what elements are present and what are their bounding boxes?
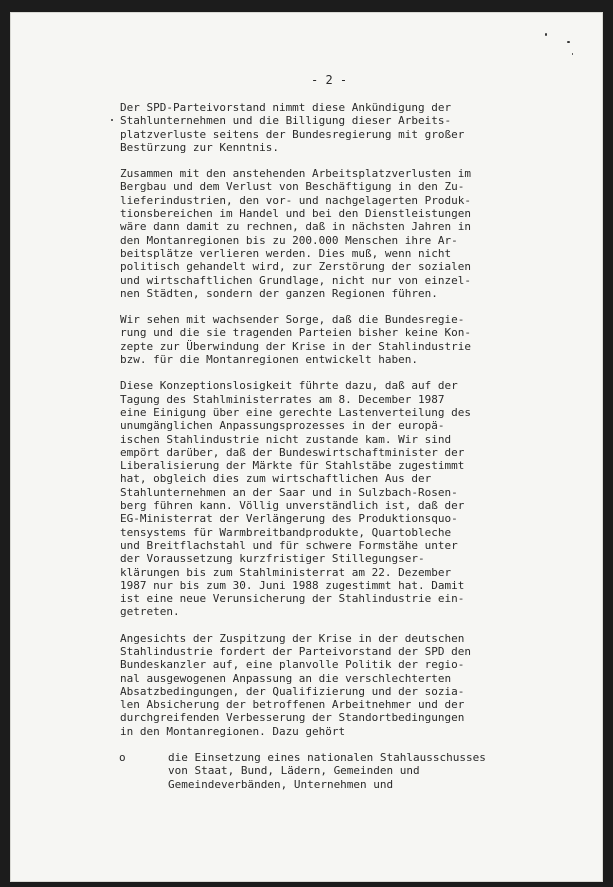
text-line: eine Einigung über eine gerechte Lastenverteilung des [120, 405, 471, 419]
text-line: len Absicherung der betroffenen Arbeitnehmer und der [120, 698, 465, 712]
scan-speck [572, 53, 573, 55]
text-line: Wir sehen mit wachsender Sorge, daß die Bundesregie- [120, 313, 465, 327]
paragraph-announcement [120, 101, 590, 154]
text-line: in den Montanregionen. Dazu gehört [120, 724, 346, 738]
document-page [10, 12, 603, 882]
text-line: Tagung des Stahlministerrates am 8. December 1987 [120, 392, 445, 406]
text-line: wäre dann damit zu rechnen, daß in nächsten Jahren in [120, 220, 471, 234]
text-line: Stahlindustrie fordert der Parteivorstand der SPD den [120, 644, 471, 658]
text-line: getreten. [120, 605, 180, 619]
text-line: und wirtschaftlichen Grundlage, nicht nur von einzel- [120, 273, 471, 287]
text-line: EG-Ministerrat der Verlängerung des Produktionsquo- [120, 512, 458, 526]
text-line: Zusammen mit den anstehenden Arbeitsplatzverlusten im [120, 167, 471, 181]
paragraph-concern [120, 313, 590, 366]
text-line: tionsbereichen im Handel und bei den Dienstleistungen [120, 207, 471, 221]
text-line: lieferindustrien, den vor- und nachgelagerten Produk- [120, 193, 471, 207]
bullet-line: Gemeindeverbänden, Unternehmen und [168, 777, 394, 791]
text-line: Stahlunternehmen und die Billigung dieser Arbeits- [120, 114, 452, 128]
text-line: Bestürzung zur Kenntnis. [120, 140, 279, 154]
text-line: 1987 nur bis zum 30. Juni 1988 zugestimmt hat. Damit [120, 578, 465, 592]
text-line: Bergbau und dem Verlust von Beschäftigung in den Zu- [120, 180, 465, 194]
text-line: klärungen bis zum Stahlministerrat am 22. Dezember [120, 565, 452, 579]
text-line: hat, obgleich dies zum wirtschaftlichen Aus der [120, 472, 432, 486]
text-line: Bundeskanzler auf, eine planvolle Politik der regio- [120, 658, 465, 672]
text-line: platzverluste seitens der Bundesregierung mit großer [120, 127, 465, 141]
bullet-marker: o [119, 751, 126, 765]
text-line: Der SPD-Parteivorstand nimmt diese Ankündigung der [120, 101, 452, 114]
paragraph-demands [120, 632, 590, 738]
text-line: Absatzbedingungen, der Qualifizierung und der sozia- [120, 684, 465, 698]
text-line: tensystems für Warmbreitbandprodukte, Quartobleche [120, 525, 452, 539]
text-line: empört darüber, daß der Bundeswirtschaftminister der [120, 445, 465, 459]
bullet-item [120, 751, 590, 791]
text-line: nen Städten, sondern der ganzen Regionen führen. [120, 286, 438, 300]
text-line: der Voraussetzung kurzfristiger Stillegungser- [120, 552, 425, 566]
scan-speck [567, 41, 570, 43]
text-line: und Breitflachstahl und für schwere Formstähe unter [120, 538, 458, 552]
text-line: durchgreifenden Verbesserung der Standortbedingungen [120, 711, 465, 725]
text-line: den Montanregionen bis zu 200.000 Menschen ihre Ar- [120, 233, 458, 247]
text-line: nal ausgewogenen Anpassung an die verschlechterten [120, 671, 452, 685]
text-line: unumgänglichen Anpassungsprozesses in der europä- [120, 419, 445, 433]
bullet-text [168, 751, 590, 791]
scan-speck [545, 33, 547, 36]
text-line: beitsplätze verlieren werden. Dies muß, wenn nicht [120, 246, 452, 260]
page-number: - 2 - [311, 73, 348, 87]
document-body [120, 101, 590, 791]
text-line: Liberalisierung der Märkte für Stahlstäbe zugestimmt [120, 459, 465, 473]
bullet-line: von Staat, Bund, Lädern, Gemeinden und [168, 764, 420, 778]
text-line: politisch gehandelt wird, zur Zerstörung der sozialen [120, 260, 471, 274]
text-line: Angesichts der Zuspitzung der Krise in der deutschen [120, 631, 465, 645]
paragraph-job-losses [120, 167, 590, 300]
text-line: berg führen kann. Völlig unverständlich ist, daß der [120, 499, 465, 513]
text-line: rung und die sie tragenden Parteien bisher keine Kon- [120, 326, 471, 340]
text-line: Stahlunternehmen an der Saar und in Sulzbach-Rosen- [120, 485, 458, 499]
text-line: Diese Konzeptionslosigkeit führte dazu, daß auf der [120, 379, 458, 393]
text-line: ischen Stahlindustrie nicht zustande kam. Wir sind [120, 432, 452, 446]
paragraph-council-meeting [120, 379, 590, 618]
bullet-line: die Einsetzung eines nationalen Stahlausschusses [168, 751, 486, 765]
text-line: zepte zur Überwindung der Krise in der Stahlindustrie [120, 339, 471, 353]
text-line: ist eine neue Verunsicherung der Stahlindustrie ein- [120, 592, 465, 606]
text-line: bzw. für die Montanregionen entwickelt haben. [120, 353, 419, 367]
scan-speck [111, 119, 113, 121]
